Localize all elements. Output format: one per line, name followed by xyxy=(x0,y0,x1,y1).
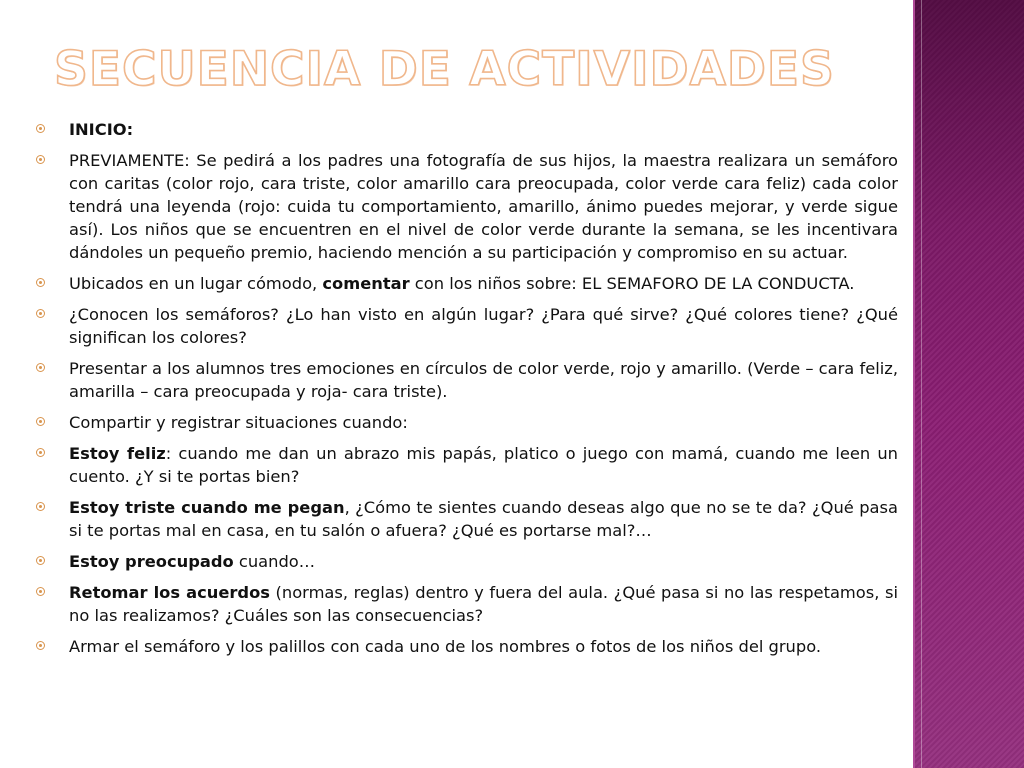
bullet-item xyxy=(36,550,898,573)
bullet-text: con los niños sobre: EL SEMAFORO DE LA CONDUCTA. xyxy=(409,274,855,293)
bullet-item xyxy=(36,149,898,264)
bullet-text: Presentar a los alumnos tres emociones en círculos de color verde, rojo y amarillo. (Verde – cara feliz, amarilla – cara preocupada y roja- cara triste). xyxy=(69,359,898,401)
bullet-text: cuando… xyxy=(233,552,316,571)
bullet-text: PREVIAMENTE: Se pedirá a los padres una fotografía de sus hijos, la maestra realizara un semáforo con caritas (color rojo, cara triste, color amarillo cara preocupada, color verde cara feliz) cada color tendrá una leyenda (rojo: cuida tu comportamiento, amarillo, ánimo puedes mejorar, y verde sigue así). Los niños que se encuentren en el nivel de color verde durante la semana, se les incentivara dándoles un pequeño premio, haciendo mención a su participación y compromiso en su actuar. xyxy=(69,151,898,262)
side-panel-highlight xyxy=(921,0,922,768)
bullet-text-bold: Retomar los acuerdos xyxy=(69,583,270,602)
bullet-text: Ubicados en un lugar cómodo, xyxy=(69,274,323,293)
bullet-text: : cuando me dan un abrazo mis papás, platico o juego con mamá, cuando me leen un cuento. ¿Y si te portas bien? xyxy=(69,444,898,486)
bullet-icon xyxy=(36,363,45,372)
bullet-text-bold: Estoy preocupado xyxy=(69,552,234,571)
bullet-text-bold: INICIO: xyxy=(69,120,134,139)
bullet-text-bold: comentar xyxy=(322,274,410,293)
bullet-list xyxy=(36,118,898,666)
bullet-item xyxy=(36,581,898,627)
bullet-item xyxy=(36,118,898,141)
bullet-icon xyxy=(36,502,45,511)
bullet-item xyxy=(36,357,898,403)
bullet-item xyxy=(36,496,898,542)
bullet-icon xyxy=(36,417,45,426)
bullet-icon xyxy=(36,641,45,650)
bullet-item xyxy=(36,635,898,658)
bullet-icon xyxy=(36,309,45,318)
slide-title: SECUENCIA DE ACTIVIDADES xyxy=(54,42,835,97)
decorative-side-panel xyxy=(913,0,1024,768)
bullet-item xyxy=(36,303,898,349)
bullet-icon xyxy=(36,448,45,457)
bullet-text: , ¿Cómo te sientes cuando deseas algo que no se te da? ¿Qué pasa si te portas mal en casa, en tu salón o afuera? ¿Qué es portarse mal?… xyxy=(69,498,898,540)
bullet-item xyxy=(36,411,898,434)
bullet-item xyxy=(36,272,898,295)
bullet-icon xyxy=(36,587,45,596)
bullet-text-bold: Estoy feliz xyxy=(69,444,166,463)
bullet-icon xyxy=(36,155,45,164)
bullet-text: Compartir y registrar situaciones cuando: xyxy=(69,413,408,432)
bullet-icon xyxy=(36,124,45,133)
bullet-text: Armar el semáforo y los palillos con cada uno de los nombres o fotos de los niños del grupo. xyxy=(69,637,822,656)
bullet-text: ¿Conocen los semáforos? ¿Lo han visto en algún lugar? ¿Para qué sirve? ¿Qué colores tiene? ¿Qué significan los colores? xyxy=(69,305,898,347)
bullet-item xyxy=(36,442,898,488)
bullet-icon xyxy=(36,278,45,287)
bullet-icon xyxy=(36,556,45,565)
bullet-text-bold: Estoy triste cuando me pegan xyxy=(69,498,345,517)
bullet-text: (normas, reglas) dentro y fuera del aula. ¿Qué pasa si no las respetamos, si no las realizamos? ¿Cuáles son las consecuencias? xyxy=(69,583,898,625)
